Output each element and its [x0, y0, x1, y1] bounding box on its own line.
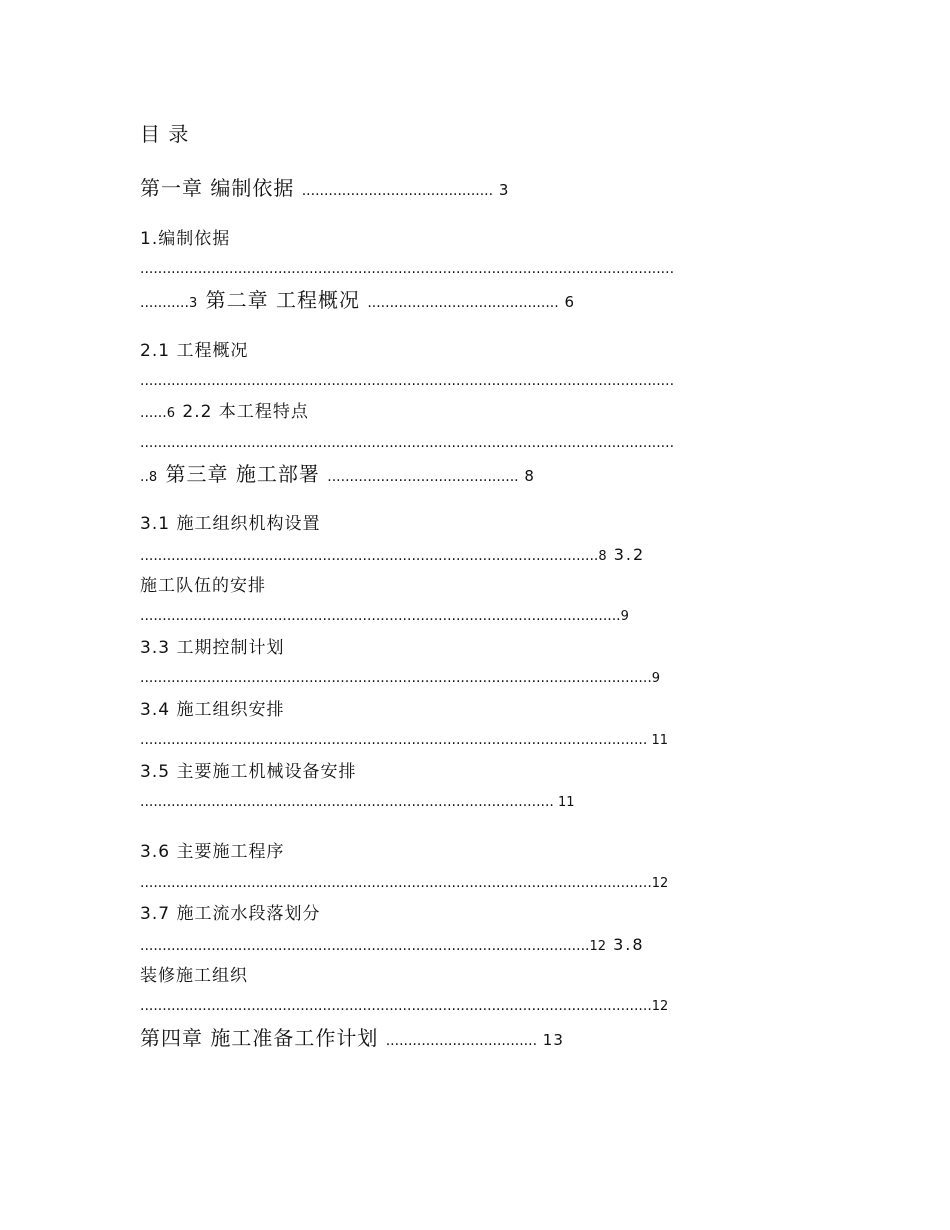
toc-entry-chapter-4[interactable]: 第四章 施工准备工作计划 .................................. 13: [140, 1026, 564, 1050]
toc-entry-3-2-lead[interactable]: .......................................................................................................8 3.2: [140, 545, 646, 564]
toc-entry-3-3[interactable]: 3.3 工期控制计划: [140, 638, 285, 658]
toc-leader: ...................................................................................................................9: [140, 670, 661, 686]
toc-entry-chapter-1[interactable]: 第一章 编制依据 ........................................... 3: [140, 176, 510, 200]
toc-leader: ............................................................................................. 11: [140, 794, 575, 810]
toc-entry-chapter-2[interactable]: ...........3 第二章 工程概况 ........................................... 6: [140, 288, 575, 312]
toc-entry-3-6[interactable]: 3.6 主要施工程序: [140, 842, 285, 862]
toc-leader: ........................................................................................................................: [140, 435, 675, 451]
toc-entry-3-5[interactable]: 3.5 主要施工机械设备安排: [140, 762, 357, 782]
toc-entry-2-2[interactable]: ......6 2.2 本工程特点: [140, 402, 309, 422]
toc-entry-2-1[interactable]: 2.1 工程概况: [140, 341, 249, 361]
toc-leader: ........................................................................................................................: [140, 261, 675, 277]
toc-leader: .................................................................................................................. 11: [140, 732, 669, 748]
toc-entry-chapter-3[interactable]: ..8 第三章 施工部署 ........................................... 8: [140, 462, 535, 486]
toc-title: 目 录: [140, 122, 190, 146]
toc-leader: ............................................................................................................9: [140, 608, 629, 624]
toc-leader: ........................................................................................................................: [140, 373, 675, 389]
toc-entry-3-1[interactable]: 3.1 施工组织机构设置: [140, 514, 321, 534]
toc-entry-3-2[interactable]: 施工队伍的安排: [140, 576, 266, 596]
toc-entry-3-8[interactable]: 装修施工组织: [140, 966, 248, 986]
toc-entry-3-4[interactable]: 3.4 施工组织安排: [140, 700, 285, 720]
toc-leader: ...................................................................................................................12: [140, 875, 669, 891]
toc-entry-3-7[interactable]: 3.7 施工流水段落划分: [140, 904, 321, 924]
toc-entry-3-8-lead[interactable]: .....................................................................................................12 3.8: [140, 935, 645, 954]
toc-leader: ...................................................................................................................12: [140, 998, 669, 1014]
toc-entry-1-1[interactable]: 1.编制依据: [140, 229, 231, 249]
